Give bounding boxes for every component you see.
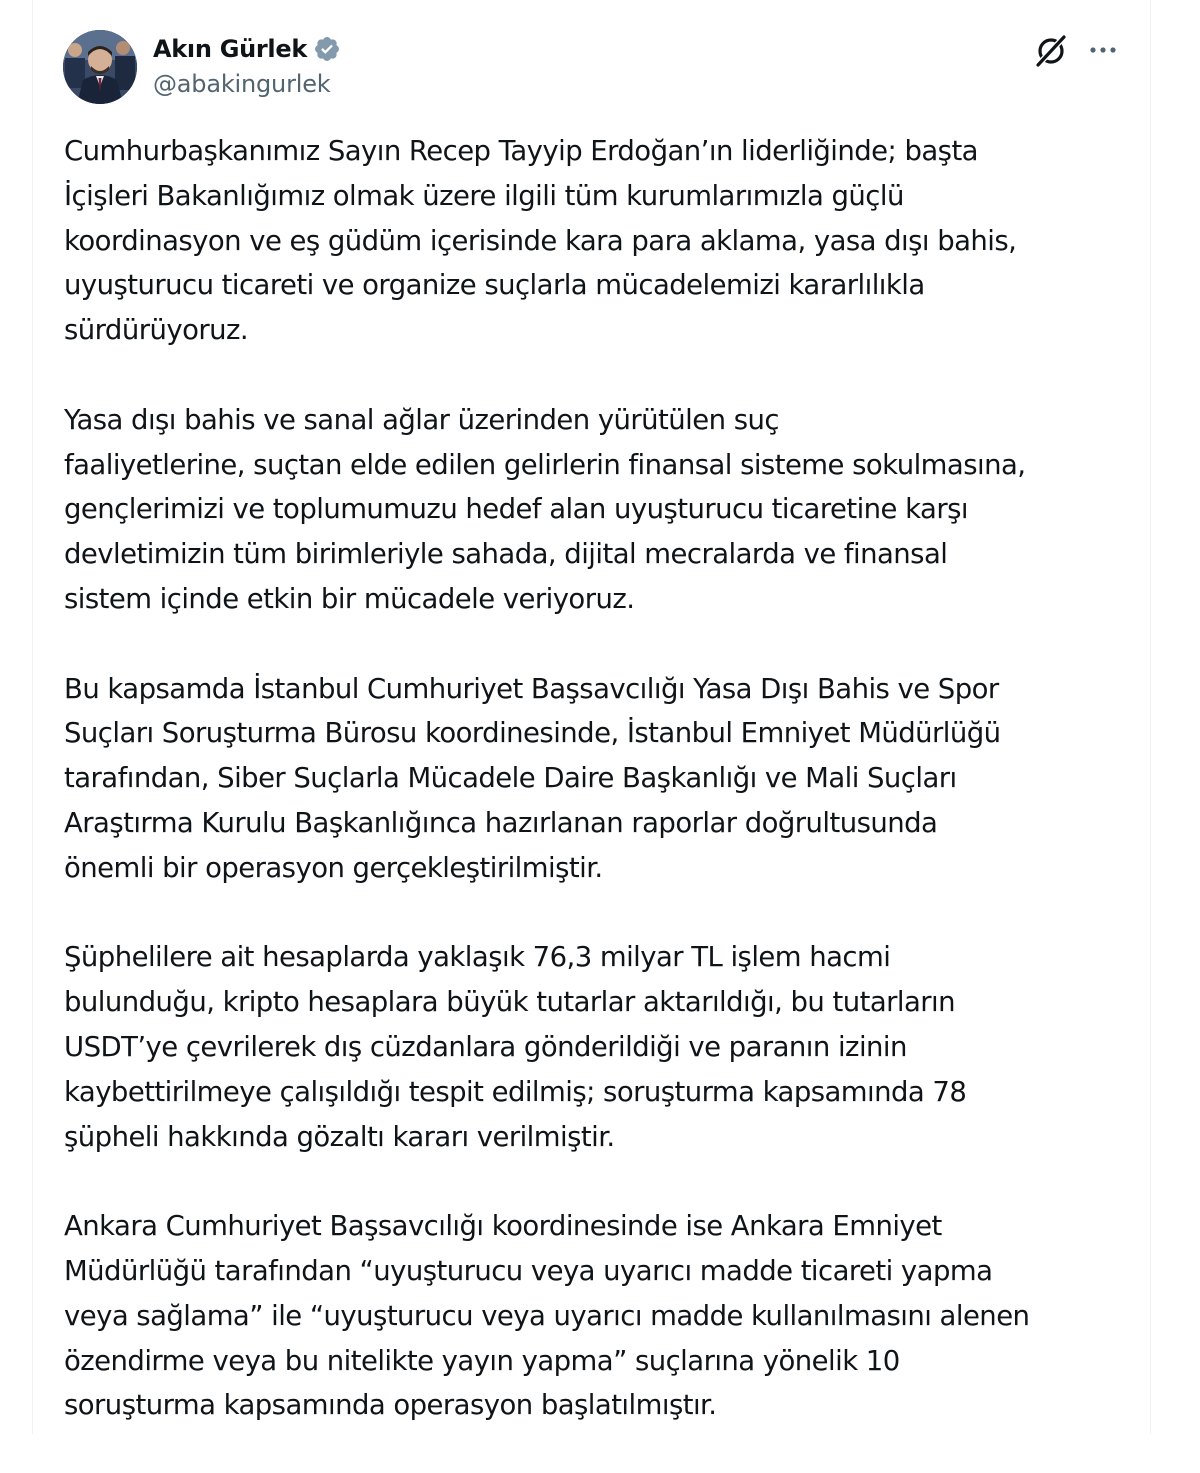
verified-badge-icon[interactable] [313, 35, 341, 63]
text-line: veya sağlama” ile “uyuşturucu veya uyarıcı madde kullanılmasını alenen [64, 1299, 1030, 1332]
text-line: Şüphelilere ait hesaplarda yaklaşık 76,3 milyar TL işlem hacmi [64, 941, 891, 974]
text-line: şüpheli hakkında gözaltı kararı verilmiştir. [64, 1120, 615, 1153]
text-line: kaybettirilmeye çalışıldığı tespit edilmiş; soruşturma kapsamında 78 [64, 1075, 967, 1108]
text-line: faaliyetlerine, suçtan elde edilen gelirlerin finansal sisteme sokulmasına, [64, 448, 1026, 481]
text-line: özendirme veya bu nitelikte yayın yapma” suçlarına yönelik 10 [64, 1344, 900, 1377]
text-line: soruşturma kapsamında operasyon başlatılmıştır. [64, 1389, 717, 1422]
text-line: Yasa dışı bahis ve sanal ağlar üzerinden yürütülen suç [64, 403, 779, 436]
text-line: sistem içinde etkin bir mücadele veriyoruz. [64, 582, 635, 615]
handle[interactable]: @abakingurlek [153, 70, 331, 98]
tweet[interactable] [33, 0, 1150, 1434]
display-name-row [153, 32, 341, 66]
author-info [153, 32, 341, 98]
text-line: bulunduğu, kripto hesaplara büyük tutarlar aktarıldığı, bu tutarların [64, 986, 956, 1019]
text-line: devletimizin tüm birimleriyle sahada, dijital mecralarda ve finansal [64, 538, 948, 571]
text-line: sürdürüyoruz. [64, 314, 249, 347]
text-line: Cumhurbaşkanımız Sayın Recep Tayyip Erdoğan’ın liderliğinde; başta [64, 135, 978, 167]
avatar-photo [63, 30, 137, 104]
tweet-paragraph [64, 667, 1124, 891]
text-line: Suçları Soruşturma Bürosu koordinesinde, İstanbul Emniyet Müdürlüğü [64, 717, 1001, 750]
text-line: USDT’ye çevrilerek dış cüzdanlara gönderildiği ve paranın izinin [64, 1030, 907, 1063]
tweet-header [63, 30, 1123, 106]
tweet-text [64, 129, 1124, 1473]
tweet-paragraph [64, 1204, 1124, 1428]
text-line: uyuşturucu ticareti ve organize suçlarla mücadelemizi kararlılıkla [64, 269, 925, 302]
text-line: Müdürlüğü tarafından “uyuşturucu veya uyarıcı madde ticareti yapma [64, 1254, 993, 1287]
text-line: Bu kapsamda İstanbul Cumhuriyet Başsavcılığı Yasa Dışı Bahis ve Spor [64, 672, 999, 705]
grok-icon[interactable] [1033, 32, 1069, 68]
text-line: Araştırma Kurulu Başkanlığınca hazırlanan raporlar doğrultusunda [64, 806, 938, 839]
text-line: tarafından, Siber Suçlarla Mücadele Daire Başkanlığı ve Mali Suçları [64, 762, 957, 795]
avatar[interactable] [63, 30, 137, 104]
text-line: İçişleri Bakanlığımız olmak üzere ilgili tüm kurumlarımızla güçlü [64, 179, 904, 212]
text-line: gençlerimizi ve toplumumuzu hedef alan uyuşturucu ticaretine karşı [64, 493, 968, 526]
timeline-border-right [1150, 0, 1151, 1434]
text-line: Ankara Cumhuriyet Başsavcılığı koordinesinde ise Ankara Emniyet [64, 1210, 942, 1243]
display-name[interactable]: Akın Gürlek [153, 35, 307, 63]
tweet-paragraph [64, 398, 1124, 622]
more-options-icon[interactable] [1085, 32, 1121, 68]
text-line: önemli bir operasyon gerçekleştirilmiştir. [64, 851, 603, 884]
text-line: koordinasyon ve eş güdüm içerisinde kara para aklama, yasa dışı bahis, [64, 224, 1017, 257]
tweet-paragraph [64, 935, 1124, 1159]
tweet-paragraph [64, 129, 1124, 353]
